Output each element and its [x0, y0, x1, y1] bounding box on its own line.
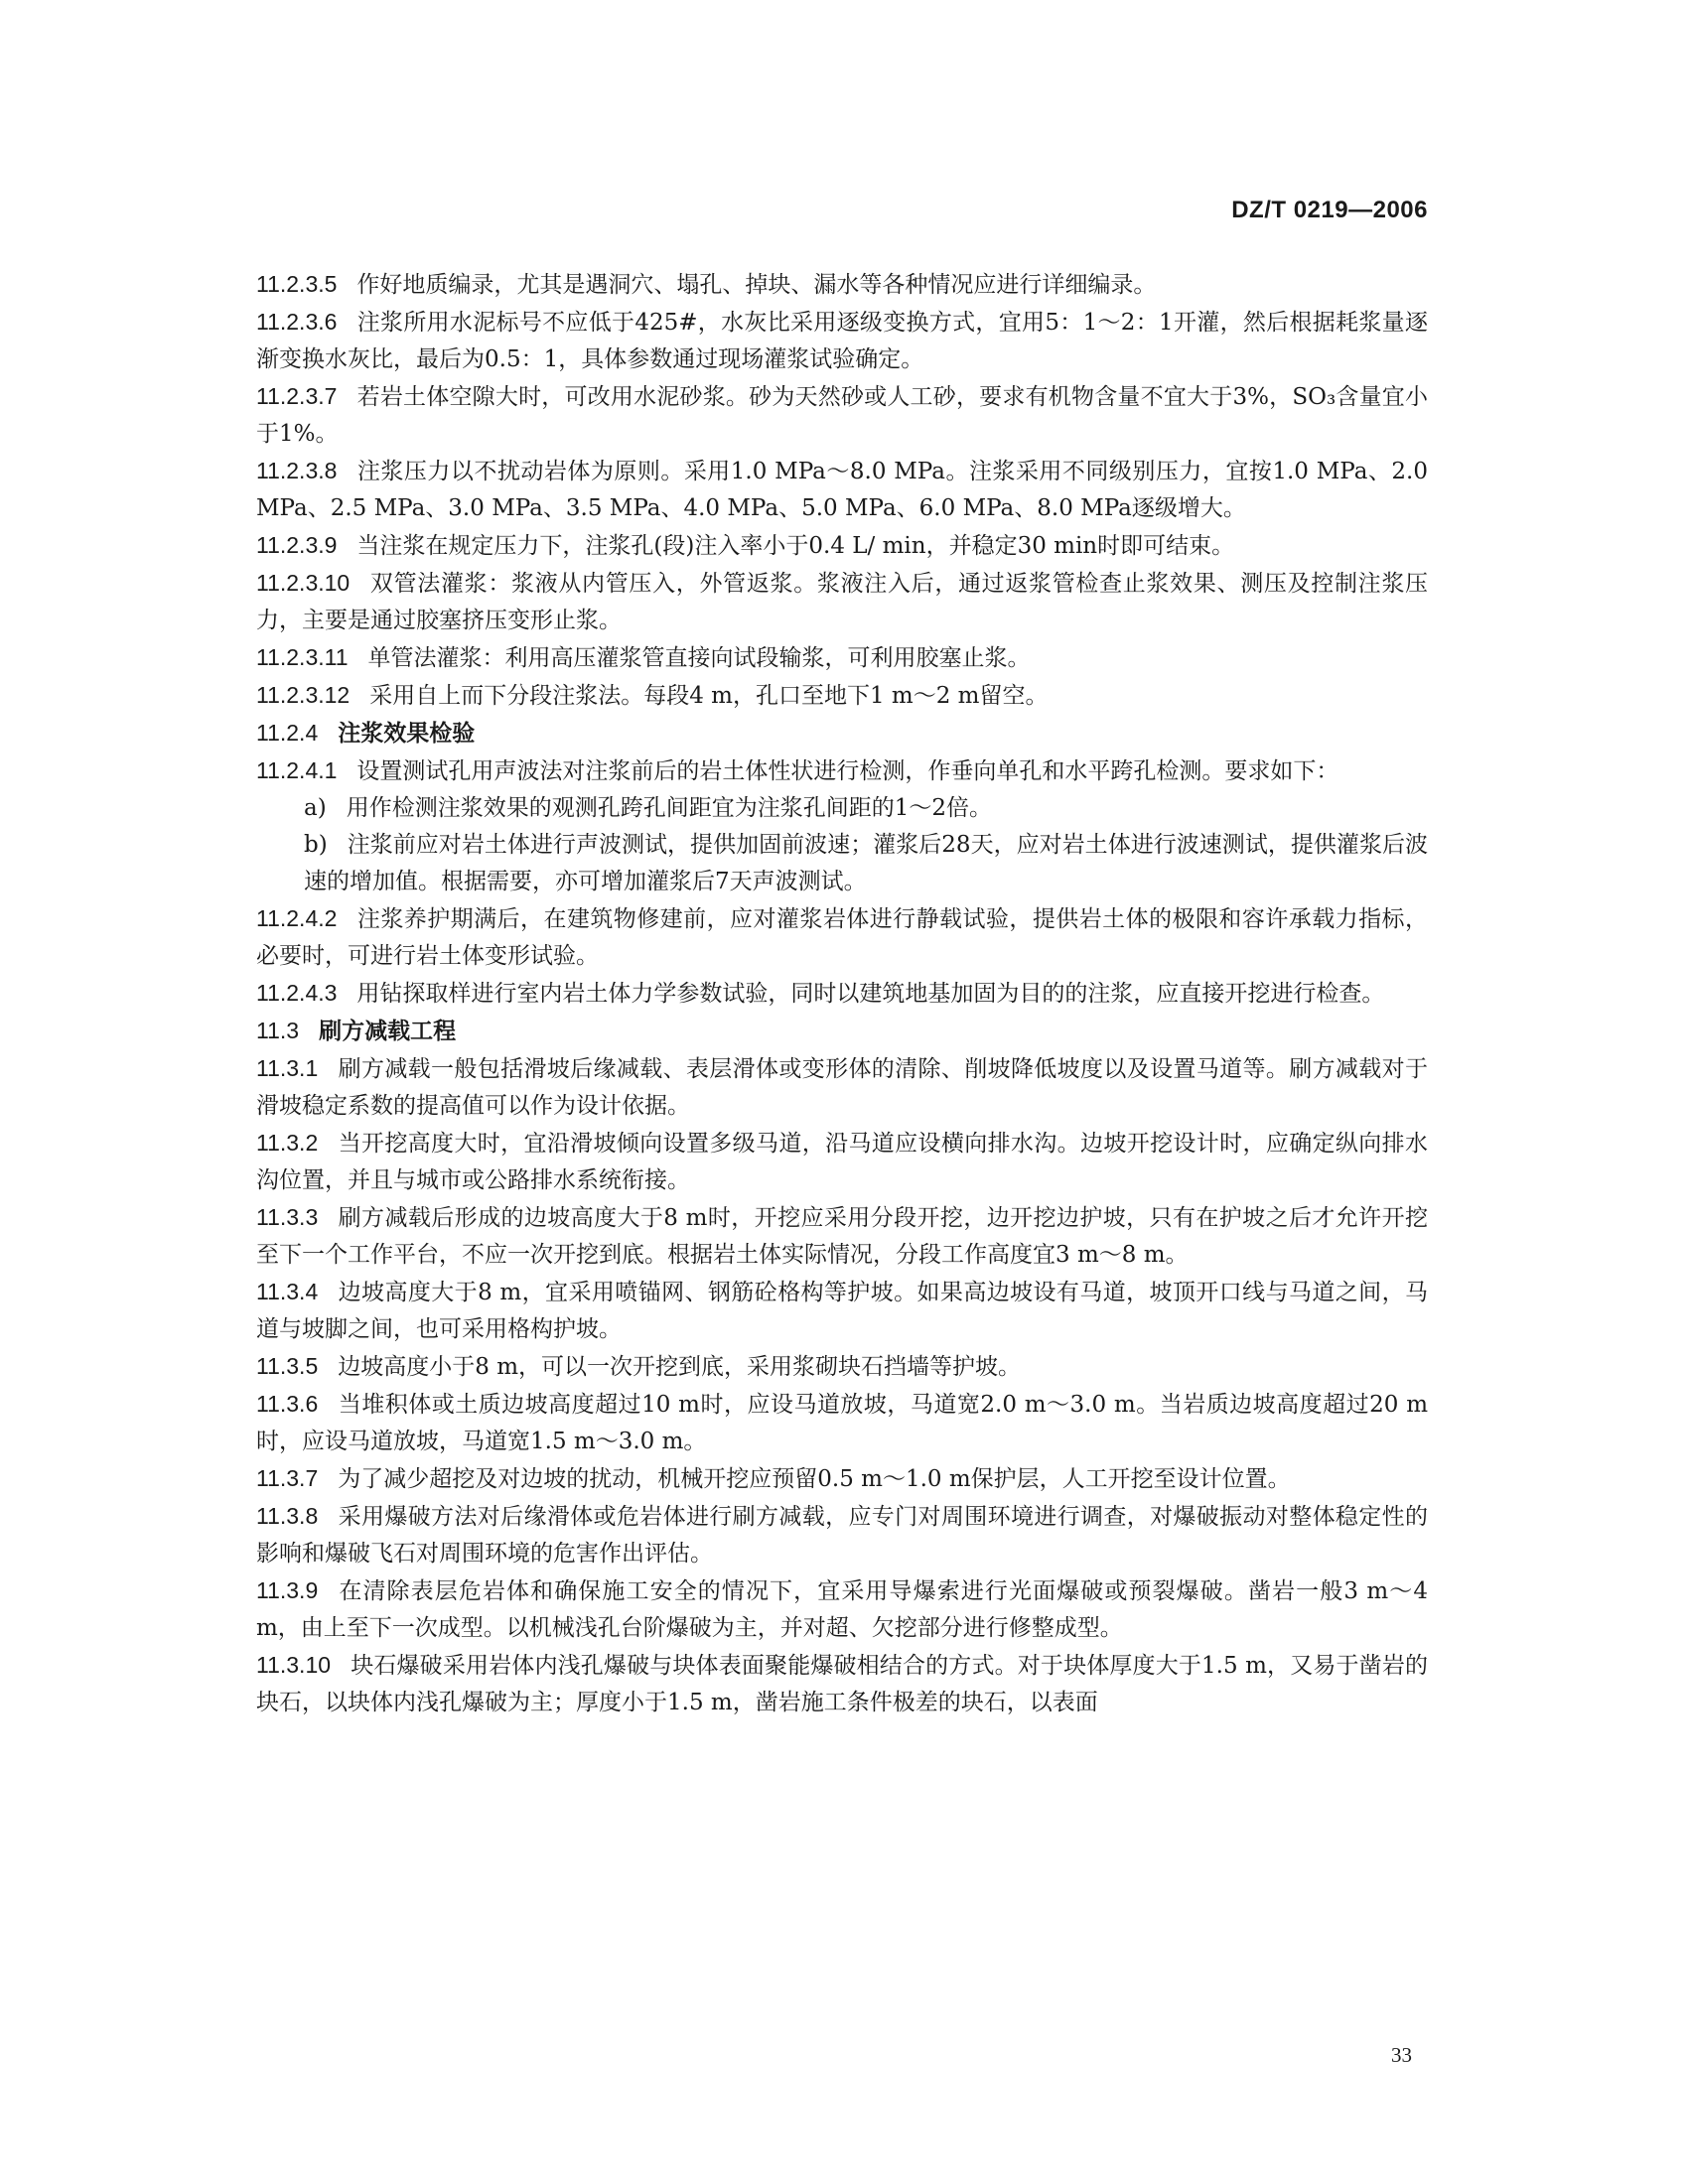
clause-number: 11.2.3.5 — [256, 271, 338, 297]
clause-paragraph — [256, 1125, 1428, 1199]
clause-text: 采用自上而下分段注浆法。每段4 m，孔口至地下1 m～2 m留空。 — [369, 683, 1049, 709]
clause-text: 采用爆破方法对后缘滑体或危岩体进行刷方减载，应专门对周围环境进行调查，对爆破振动对整体稳定性的影响和爆破飞石对周围环境的危害作出评估。 — [256, 1504, 1428, 1567]
clause-text: 刷方减载后形成的边坡高度大于8 m时，开挖应采用分段开挖，边开挖边护坡，只有在护坡之后才允许开挖至下一个工作平台，不应一次开挖到底。根据岩土体实际情况，分段工作高度宜3 m～8 m。 — [256, 1205, 1428, 1268]
clause-paragraph — [256, 752, 1428, 790]
clause-paragraph — [256, 266, 1428, 304]
clause-paragraph — [256, 304, 1428, 378]
clause-paragraph — [256, 1386, 1428, 1460]
clause-text: 注浆前应对岩土体进行声波测试，提供加固前波速；灌浆后28天，应对岩土体进行波速测试，提供灌浆后波速的增加值。根据需要，亦可增加灌浆后7天声波测试。 — [304, 832, 1428, 894]
section-heading — [256, 715, 1428, 752]
clause-text: 当注浆在规定压力下，注浆孔(段)注入率小于0.4 L/ min，并稳定30 min时即可结束。 — [356, 533, 1235, 559]
clause-text: 设置测试孔用声波法对注浆前后的岩土体性状进行检测，作垂向单孔和水平跨孔检测。要求如下： — [356, 758, 1339, 784]
clause-paragraph — [256, 527, 1428, 565]
clause-paragraph — [256, 900, 1428, 975]
clause-paragraph — [256, 1050, 1428, 1125]
clause-text: 边坡高度小于8 m，可以一次开挖到底，采用浆砌块石挡墙等护坡。 — [338, 1354, 1022, 1380]
clause-number: 11.3.2 — [256, 1130, 319, 1156]
clause-text: 双管法灌浆：浆液从内管压入，外管返浆。浆液注入后，通过返浆管检查止浆效果、测压及控制注浆压力，主要是通过胶塞挤压变形止浆。 — [256, 571, 1428, 633]
clause-paragraph — [256, 1460, 1428, 1498]
clause-paragraph — [256, 1572, 1428, 1647]
clause-text: 边坡高度大于8 m，宜采用喷锚网、钢筋砼格构等护坡。如果高边坡设有马道，坡顶开口线与马道之间，马道与坡脚之间，也可采用格构护坡。 — [256, 1280, 1428, 1342]
list-item — [256, 827, 1428, 900]
clause-text: 注浆压力以不扰动岩体为原则。采用1.0 MPa～8.0 MPa。注浆采用不同级别压力，宜按1.0 MPa、2.0 MPa、2.5 MPa、3.0 MPa、3.5 MPa、4.0 MPa、5.0 MPa、6.0 MPa、8.0 MPa逐级增大。 — [256, 459, 1428, 521]
clause-text: 用作检测注浆效果的观测孔跨孔间距宜为注浆孔间距的1～2倍。 — [346, 795, 992, 821]
clause-text: 若岩土体空隙大时，可改用水泥砂浆。砂为天然砂或人工砂，要求有机物含量不宜大于3%，SO₃含量宜小于1%。 — [256, 384, 1428, 447]
clause-text: 当堆积体或土质边坡高度超过10 m时，应设马道放坡，马道宽2.0 m～3.0 m。当岩质边坡高度超过20 m时，应设马道放坡，马道宽1.5 m～3.0 m。 — [256, 1392, 1428, 1454]
list-item-label: b) — [304, 832, 328, 858]
clause-number: 11.2.3.11 — [256, 644, 349, 670]
clause-text: 当开挖高度大时，宜沿滑坡倾向设置多级马道，沿马道应设横向排水沟。边坡开挖设计时，应确定纵向排水沟位置，并且与城市或公路排水系统衔接。 — [256, 1131, 1428, 1193]
clause-paragraph — [256, 975, 1428, 1013]
clause-number: 11.3.5 — [256, 1353, 319, 1379]
clause-number: 11.2.4.2 — [256, 905, 338, 931]
page-number: 33 — [1391, 2043, 1412, 2067]
clause-text: 在清除表层危岩体和确保施工安全的情况下，宜采用导爆索进行光面爆破或预裂爆破。凿岩一般3 m～4 m，由上至下一次成型。以机械浅孔台阶爆破为主，并对超、欠挖部分进行修整成型。 — [256, 1578, 1428, 1641]
clause-paragraph — [256, 1199, 1428, 1274]
clause-paragraph — [256, 639, 1428, 677]
clause-paragraph — [256, 1274, 1428, 1348]
clause-text: 注浆养护期满后，在建筑物修建前，应对灌浆岩体进行静载试验，提供岩土体的极限和容许承载力指标，必要时，可进行岩土体变形试验。 — [256, 906, 1428, 969]
doc-code: DZ/T 0219—2006 — [1231, 197, 1428, 223]
clause-text: 用钻探取样进行室内岩土体力学参数试验，同时以建筑地基加固为目的的注浆，应直接开挖进行检查。 — [356, 981, 1385, 1007]
clause-number: 11.3.8 — [256, 1503, 319, 1529]
clause-number: 11.2.3.12 — [256, 682, 351, 708]
clause-number: 11.3.6 — [256, 1391, 319, 1417]
clause-number: 11.3.7 — [256, 1465, 319, 1491]
clause-number: 11.3.10 — [256, 1652, 332, 1678]
list-item-label: a) — [304, 795, 327, 821]
document-body — [256, 266, 1428, 1721]
clause-paragraph — [256, 1348, 1428, 1386]
clause-paragraph — [256, 1647, 1428, 1721]
list-item — [256, 790, 1428, 827]
clause-number: 11.2.3.8 — [256, 458, 338, 483]
clause-text: 注浆所用水泥标号不应低于425#，水灰比采用逐级变换方式，宜用5：1～2：1开灌，然后根据耗浆量逐渐变换水灰比，最后为0.5：1，具体参数通过现场灌浆试验确定。 — [256, 310, 1428, 372]
clause-text: 刷方减载一般包括滑坡后缘减载、表层滑体或变形体的清除、削坡降低坡度以及设置马道等。刷方减载对于滑坡稳定系数的提高值可以作为设计依据。 — [256, 1056, 1428, 1119]
clause-paragraph — [256, 677, 1428, 715]
clause-number: 11.2.3.7 — [256, 383, 338, 409]
section-heading-text: 刷方减载工程 — [319, 1019, 457, 1044]
clause-number: 11.2.4.1 — [256, 757, 338, 783]
clause-text: 作好地质编录，尤其是遇洞穴、塌孔、掉块、漏水等各种情况应进行详细编录。 — [356, 272, 1157, 298]
clause-text: 块石爆破采用岩体内浅孔爆破与块体表面聚能爆破相结合的方式。对于块体厚度大于1.5 m，又易于凿岩的块石，以块体内浅孔爆破为主；厚度小于1.5 m，凿岩施工条件极差的块石，以表面 — [256, 1653, 1428, 1715]
section-heading-text: 注浆效果检验 — [338, 721, 476, 747]
clause-number: 11.3.1 — [256, 1055, 319, 1081]
clause-paragraph — [256, 565, 1428, 639]
clause-number: 11.2.3.6 — [256, 309, 338, 335]
clause-number: 11.2.4.3 — [256, 980, 338, 1006]
section-heading — [256, 1013, 1428, 1050]
clause-paragraph — [256, 1498, 1428, 1572]
clause-text: 单管法灌浆：利用高压灌浆管直接向试段输浆，可利用胶塞止浆。 — [367, 645, 1031, 671]
clause-paragraph — [256, 453, 1428, 527]
clause-number: 11.3.4 — [256, 1279, 319, 1304]
clause-paragraph — [256, 378, 1428, 453]
clause-number: 11.3.3 — [256, 1204, 319, 1230]
clause-number: 11.2.3.9 — [256, 532, 338, 558]
clause-number: 11.3.9 — [256, 1577, 319, 1603]
clause-number: 11.2.3.10 — [256, 570, 351, 596]
clause-number: 11.3 — [256, 1018, 300, 1043]
clause-number: 11.2.4 — [256, 720, 319, 746]
clause-text: 为了减少超挖及对边坡的扰动，机械开挖应预留0.5 m～1.0 m保护层，人工开挖至设计位置。 — [338, 1466, 1291, 1492]
